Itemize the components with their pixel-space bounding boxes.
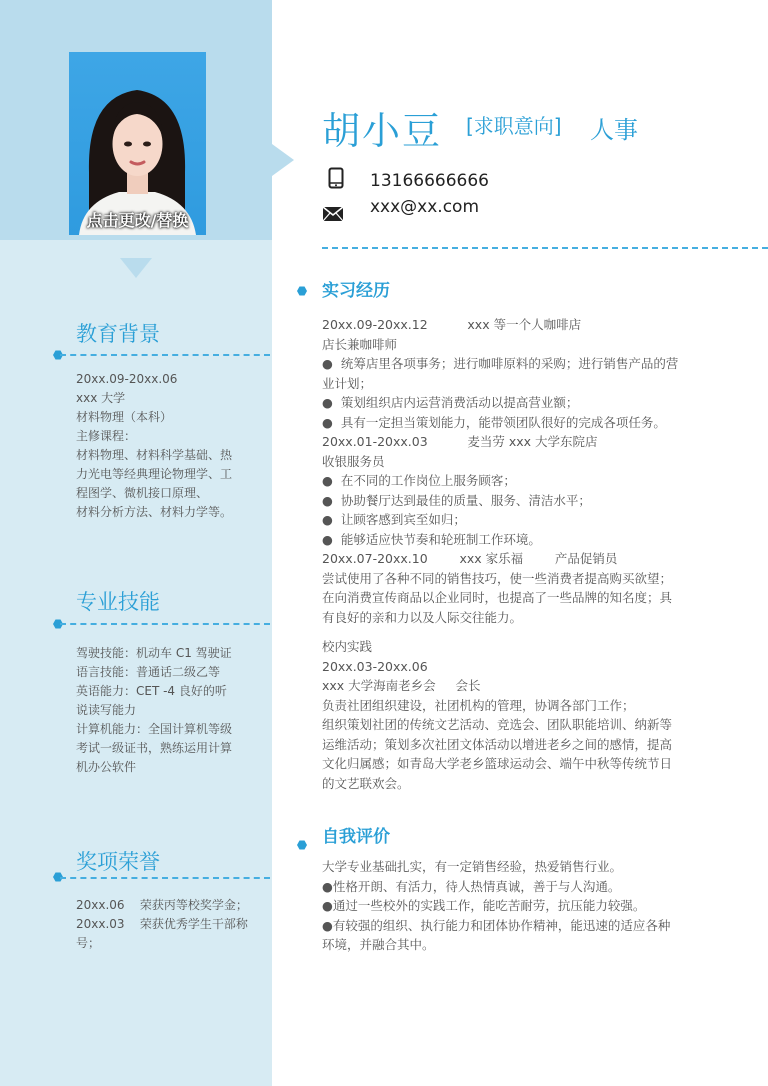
internship-line: ● 能够适应快节奏和轮班制工作环境。 [322,531,541,547]
internship-line: ● 策划组织店内运营消费活动以提高营业额； [322,395,579,410]
phone-icon [328,167,344,193]
education-line: 材料分析方法、材料力学等。 [76,505,233,519]
internship-line: 有良好的亲和力以及人际交往能力。 [322,609,523,625]
education-details [76,370,236,522]
skills-line: 计算机能力：全国计算机等级 [76,722,233,736]
awards-details [76,896,266,953]
skills-line: 驾驶技能：机动车 C1 驾驶证 [76,646,232,660]
profile-photo[interactable] [69,52,206,235]
internship-line: 在向消费宣传商品以企业同时，也提高了一些品牌的知名度；具 [322,590,673,605]
awards-title: 奖项荣誉 [76,850,160,874]
awards-line: 20xx.03 荣获优秀学生干部称号； [76,917,248,950]
campus-line: 校内实践 [322,639,373,654]
skills-line: 英语能力：CET -4 良好的听 [76,684,227,698]
education-line: xxx 大学 [76,391,126,405]
internship-line: 20xx.01-20xx.03 麦当劳 xxx 大学东院店 [322,434,598,449]
campus-line: 组织策划社团的传统文艺活动、竞选会、团队职能培训、纳新等 [322,717,673,732]
education-line: 材料物理、材料科学基础、热 [76,448,233,462]
skills-title: 专业技能 [76,590,160,614]
internship-line: 20xx.07-20xx.10 xxx 家乐福 产品促销员 [322,551,618,566]
campus-line: 负责社团组织建设，社团机构的管理，协调各部门工作； [322,697,635,713]
internship-details [322,315,694,793]
phone-number: 13166666666 [370,171,489,191]
pointer-right-arrow [272,144,294,176]
hexagon-bullet-icon [297,286,307,296]
pointer-down-arrow [120,258,152,278]
internship-line: ● 在不同的工作岗位上服务顾客； [322,473,516,488]
skills-line: 说读写能力 [76,703,137,717]
skills-line: 机办公软件 [76,760,137,774]
change-photo-label[interactable]: 点击更改/替换 [86,211,189,230]
awards-divider [60,877,270,879]
header-divider [322,247,768,249]
internship-line: 收银服务员 [322,453,385,469]
education-line: 程图学、微机接口原理、 [76,486,209,500]
job-intent-label: [求职意向] [466,114,562,138]
internship-line: 尝试使用了各种不同的销售技巧，使一些消费者提高购买欲望； [322,570,673,586]
education-line: 力光电等经典理论物理学、工 [76,467,233,481]
internship-title: 实习经历 [322,281,390,301]
campus-line: 文化归属感；如青岛大学老乡篮球运动会、端午中秋等传统节日 [322,756,673,771]
skills-divider [60,623,270,625]
education-title: 教育背景 [76,322,160,346]
campus-line: 20xx.03-20xx.06 [322,658,428,674]
internship-line: ● 具有一定担当策划能力，能带领团队很好的完成各项任务。 [322,414,666,430]
skills-details [76,644,236,777]
skills-line: 语言技能：普通话二级乙等 [76,665,221,679]
campus-line: xxx 大学海南老乡会 会长 [322,678,481,693]
campus-line: 运维活动；策划多次社团文体活动以增进老乡之间的感情，提高 [322,736,673,752]
education-line: 材料物理（本科） [76,410,173,424]
self-eval-line: 大学专业基础扎实，有一定销售经验，热爱销售行业。 [322,859,623,874]
self-eval-line: ●性格开朗、有活力，待人热情真诚，善于与人沟通。 [322,878,621,894]
hexagon-bullet-icon [297,840,307,850]
internship-line: 业计划； [322,375,373,391]
self-eval-line: ●有较强的组织、执行能力和团体协作精神，能迅速的适应各种 [322,917,671,933]
internship-line: ● 让顾客感到宾至如归； [322,512,466,527]
mail-icon [322,206,344,226]
self-eval-line: 环境，并融合其中。 [322,937,435,952]
awards-line: 20xx.06 荣获丙等校奖学金； [76,898,248,912]
internship-line: ● 协助餐厅达到最佳的质量、服务、清洁水平； [322,492,591,508]
self-eval-line: ●通过一些校外的实践工作，能吃苦耐劳，抗压能力较强。 [322,898,646,913]
internship-line: ● 统筹店里各项事务；进行咖啡原料的采购；进行销售产品的营 [322,356,679,371]
skills-line: 考试一级证书，熟练运用计算 [76,741,233,755]
education-line: 20xx.09-20xx.06 [76,372,178,386]
self-eval-title: 自我评价 [322,827,390,847]
education-divider [60,354,270,356]
email-address: xxx@xx.com [370,197,480,217]
campus-line: 的文艺联欢会。 [322,775,410,791]
internship-line: 20xx.09-20xx.12 xxx 等一个人咖啡店 [322,317,582,332]
self-eval-details [322,857,694,955]
education-line: 主修课程： [76,429,137,443]
candidate-name: 胡小豆 [322,109,443,153]
job-intent-value: 人事 [590,116,638,144]
internship-line: 店长兼咖啡师 [322,336,398,352]
